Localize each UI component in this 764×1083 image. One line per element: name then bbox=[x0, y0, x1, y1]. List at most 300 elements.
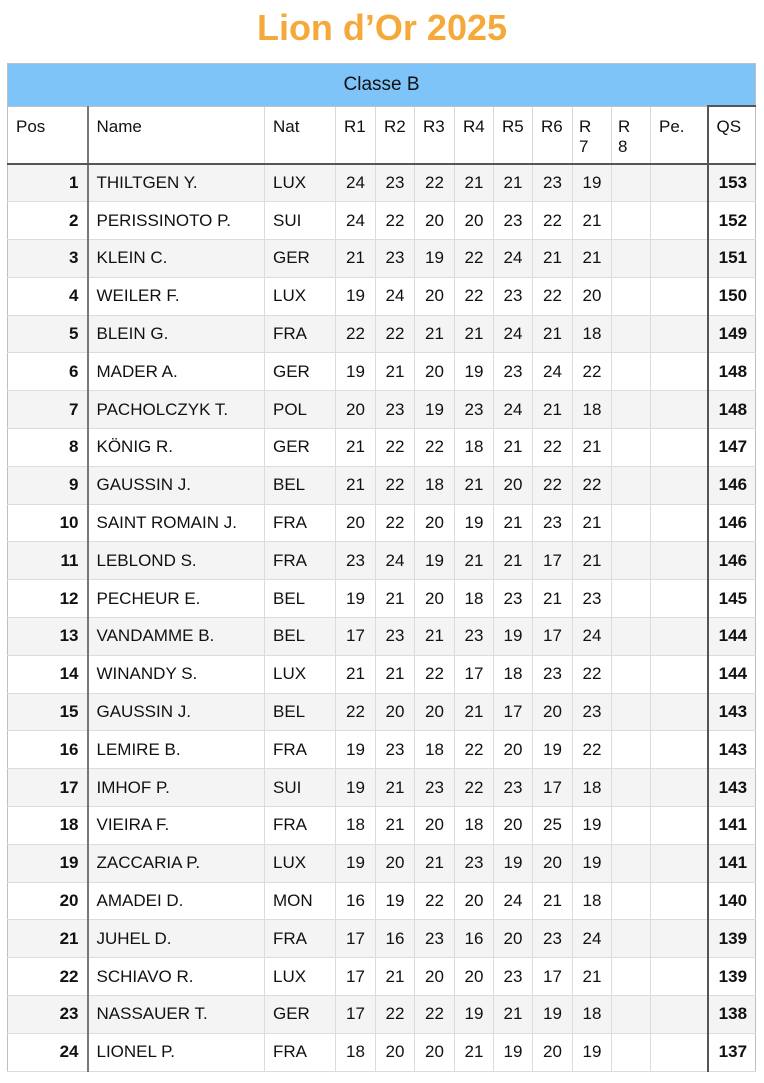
cell-nat: FRA bbox=[265, 807, 336, 845]
cell-r5: 20 bbox=[494, 920, 533, 958]
cell-r7: 18 bbox=[573, 391, 612, 429]
cell-r7: 21 bbox=[573, 958, 612, 996]
cell-r2: 22 bbox=[376, 202, 415, 240]
header-r7-bottom: 7 bbox=[579, 136, 589, 156]
cell-r5: 24 bbox=[494, 315, 533, 353]
cell-r1: 16 bbox=[336, 882, 376, 920]
cell-r3: 22 bbox=[415, 429, 455, 467]
cell-r4: 19 bbox=[455, 996, 494, 1034]
cell-pos: 10 bbox=[8, 504, 88, 542]
cell-r1: 20 bbox=[336, 391, 376, 429]
cell-pos: 6 bbox=[8, 353, 88, 391]
cell-pos: 18 bbox=[8, 807, 88, 845]
cell-r4: 21 bbox=[455, 542, 494, 580]
cell-name: SCHIAVO R. bbox=[88, 958, 265, 996]
cell-pe bbox=[651, 542, 708, 580]
cell-qs: 146 bbox=[708, 466, 756, 504]
cell-r5: 23 bbox=[494, 202, 533, 240]
cell-r8 bbox=[612, 353, 651, 391]
cell-r4: 19 bbox=[455, 353, 494, 391]
header-r8-bottom: 8 bbox=[618, 136, 628, 156]
cell-r2: 22 bbox=[376, 315, 415, 353]
cell-r5: 17 bbox=[494, 693, 533, 731]
header-r1: R1 bbox=[336, 106, 376, 164]
cell-qs: 139 bbox=[708, 920, 756, 958]
cell-pos: 12 bbox=[8, 580, 88, 618]
cell-r4: 21 bbox=[455, 164, 494, 202]
cell-r1: 17 bbox=[336, 618, 376, 656]
cell-name: KLEIN C. bbox=[88, 240, 265, 278]
cell-qs: 144 bbox=[708, 618, 756, 656]
cell-r8 bbox=[612, 920, 651, 958]
cell-r5: 24 bbox=[494, 391, 533, 429]
cell-nat: GER bbox=[265, 429, 336, 467]
cell-nat: BEL bbox=[265, 580, 336, 618]
cell-r1: 22 bbox=[336, 693, 376, 731]
cell-r3: 21 bbox=[415, 315, 455, 353]
cell-r4: 21 bbox=[455, 466, 494, 504]
cell-nat: LUX bbox=[265, 164, 336, 202]
cell-r6: 22 bbox=[533, 277, 573, 315]
cell-r3: 18 bbox=[415, 731, 455, 769]
cell-r3: 23 bbox=[415, 769, 455, 807]
table-row bbox=[8, 542, 756, 580]
table-row bbox=[8, 277, 756, 315]
cell-r7: 18 bbox=[573, 996, 612, 1034]
cell-r4: 22 bbox=[455, 769, 494, 807]
cell-r4: 22 bbox=[455, 240, 494, 278]
cell-r1: 19 bbox=[336, 277, 376, 315]
cell-name: WEILER F. bbox=[88, 277, 265, 315]
cell-pe bbox=[651, 731, 708, 769]
cell-pos: 11 bbox=[8, 542, 88, 580]
cell-r8 bbox=[612, 844, 651, 882]
cell-r8 bbox=[612, 618, 651, 656]
header-name: Name bbox=[88, 106, 265, 164]
cell-qs: 138 bbox=[708, 996, 756, 1034]
cell-r1: 21 bbox=[336, 655, 376, 693]
cell-pe bbox=[651, 353, 708, 391]
cell-qs: 143 bbox=[708, 731, 756, 769]
header-r6: R6 bbox=[533, 106, 573, 164]
cell-r7: 19 bbox=[573, 807, 612, 845]
table-row bbox=[8, 920, 756, 958]
cell-r4: 18 bbox=[455, 580, 494, 618]
cell-pe bbox=[651, 844, 708, 882]
cell-r5: 21 bbox=[494, 164, 533, 202]
cell-qs: 137 bbox=[708, 1033, 756, 1071]
cell-nat: SUI bbox=[265, 769, 336, 807]
cell-r4: 19 bbox=[455, 504, 494, 542]
cell-pe bbox=[651, 920, 708, 958]
cell-qs: 140 bbox=[708, 882, 756, 920]
cell-r6: 23 bbox=[533, 504, 573, 542]
cell-r5: 21 bbox=[494, 504, 533, 542]
cell-r1: 17 bbox=[336, 920, 376, 958]
table-row bbox=[8, 240, 756, 278]
cell-r5: 23 bbox=[494, 353, 533, 391]
cell-r3: 19 bbox=[415, 240, 455, 278]
cell-r3: 20 bbox=[415, 580, 455, 618]
cell-name: WINANDY S. bbox=[88, 655, 265, 693]
cell-nat: GER bbox=[265, 353, 336, 391]
table-row bbox=[8, 618, 756, 656]
cell-r2: 21 bbox=[376, 958, 415, 996]
cell-qs: 148 bbox=[708, 353, 756, 391]
cell-pe bbox=[651, 996, 708, 1034]
cell-r8 bbox=[612, 958, 651, 996]
cell-r4: 21 bbox=[455, 315, 494, 353]
cell-nat: LUX bbox=[265, 958, 336, 996]
cell-r5: 23 bbox=[494, 769, 533, 807]
cell-r7: 24 bbox=[573, 618, 612, 656]
table-row bbox=[8, 844, 756, 882]
cell-pos: 24 bbox=[8, 1033, 88, 1071]
cell-pe bbox=[651, 504, 708, 542]
cell-nat: GER bbox=[265, 996, 336, 1034]
cell-name: PERISSINOTO P. bbox=[88, 202, 265, 240]
table-row bbox=[8, 504, 756, 542]
cell-qs: 141 bbox=[708, 844, 756, 882]
cell-r1: 18 bbox=[336, 1033, 376, 1071]
header-r3: R3 bbox=[415, 106, 455, 164]
cell-name: PACHOLCZYK T. bbox=[88, 391, 265, 429]
cell-pos: 3 bbox=[8, 240, 88, 278]
table-row bbox=[8, 693, 756, 731]
cell-qs: 149 bbox=[708, 315, 756, 353]
header-nat: Nat bbox=[265, 106, 336, 164]
cell-pos: 5 bbox=[8, 315, 88, 353]
cell-r8 bbox=[612, 731, 651, 769]
cell-r5: 21 bbox=[494, 429, 533, 467]
header-r8-top: R bbox=[618, 116, 631, 136]
cell-qs: 150 bbox=[708, 277, 756, 315]
cell-qs: 143 bbox=[708, 693, 756, 731]
cell-r6: 17 bbox=[533, 542, 573, 580]
cell-r8 bbox=[612, 504, 651, 542]
cell-r5: 19 bbox=[494, 1033, 533, 1071]
cell-r1: 19 bbox=[336, 844, 376, 882]
cell-r7: 22 bbox=[573, 731, 612, 769]
cell-pos: 1 bbox=[8, 164, 88, 202]
cell-r2: 23 bbox=[376, 391, 415, 429]
cell-nat: SUI bbox=[265, 202, 336, 240]
cell-nat: GER bbox=[265, 240, 336, 278]
cell-r2: 20 bbox=[376, 693, 415, 731]
cell-r5: 19 bbox=[494, 844, 533, 882]
cell-pos: 4 bbox=[8, 277, 88, 315]
cell-r6: 24 bbox=[533, 353, 573, 391]
cell-r1: 19 bbox=[336, 353, 376, 391]
cell-r4: 21 bbox=[455, 693, 494, 731]
cell-name: SAINT ROMAIN J. bbox=[88, 504, 265, 542]
cell-r4: 18 bbox=[455, 807, 494, 845]
cell-r3: 20 bbox=[415, 353, 455, 391]
cell-pe bbox=[651, 618, 708, 656]
cell-r3: 21 bbox=[415, 618, 455, 656]
cell-pe bbox=[651, 1033, 708, 1071]
table-row bbox=[8, 1033, 756, 1071]
cell-r7: 24 bbox=[573, 920, 612, 958]
cell-r8 bbox=[612, 807, 651, 845]
cell-r6: 21 bbox=[533, 240, 573, 278]
cell-nat: FRA bbox=[265, 542, 336, 580]
cell-pos: 14 bbox=[8, 655, 88, 693]
header-r8 bbox=[612, 106, 651, 164]
cell-r6: 21 bbox=[533, 315, 573, 353]
table-body bbox=[8, 164, 756, 1071]
page-title: Lion d’Or 2025 bbox=[256, 7, 508, 48]
table-row bbox=[8, 315, 756, 353]
cell-r5: 21 bbox=[494, 996, 533, 1034]
cell-r2: 20 bbox=[376, 844, 415, 882]
header-pos: Pos bbox=[8, 106, 88, 164]
cell-r5: 24 bbox=[494, 882, 533, 920]
cell-r1: 17 bbox=[336, 958, 376, 996]
cell-r7: 20 bbox=[573, 277, 612, 315]
cell-r5: 20 bbox=[494, 466, 533, 504]
cell-name: IMHOF P. bbox=[88, 769, 265, 807]
cell-pos: 13 bbox=[8, 618, 88, 656]
cell-r5: 21 bbox=[494, 542, 533, 580]
cell-nat: MON bbox=[265, 882, 336, 920]
cell-qs: 143 bbox=[708, 769, 756, 807]
cell-pe bbox=[651, 315, 708, 353]
cell-r2: 22 bbox=[376, 504, 415, 542]
cell-qs: 151 bbox=[708, 240, 756, 278]
cell-r2: 16 bbox=[376, 920, 415, 958]
cell-nat: LUX bbox=[265, 844, 336, 882]
cell-name: PECHEUR E. bbox=[88, 580, 265, 618]
cell-r7: 19 bbox=[573, 844, 612, 882]
cell-r8 bbox=[612, 240, 651, 278]
table-row bbox=[8, 769, 756, 807]
cell-r5: 20 bbox=[494, 731, 533, 769]
cell-name: KÖNIG R. bbox=[88, 429, 265, 467]
table-row bbox=[8, 882, 756, 920]
cell-nat: LUX bbox=[265, 655, 336, 693]
cell-pe bbox=[651, 391, 708, 429]
cell-pos: 16 bbox=[8, 731, 88, 769]
cell-r3: 22 bbox=[415, 655, 455, 693]
cell-qs: 147 bbox=[708, 429, 756, 467]
cell-r8 bbox=[612, 996, 651, 1034]
cell-r4: 22 bbox=[455, 731, 494, 769]
cell-r1: 17 bbox=[336, 996, 376, 1034]
cell-r3: 20 bbox=[415, 504, 455, 542]
cell-r6: 25 bbox=[533, 807, 573, 845]
cell-r2: 19 bbox=[376, 882, 415, 920]
cell-name: THILTGEN Y. bbox=[88, 164, 265, 202]
cell-r3: 20 bbox=[415, 277, 455, 315]
cell-r2: 23 bbox=[376, 731, 415, 769]
cell-r2: 21 bbox=[376, 353, 415, 391]
cell-nat: POL bbox=[265, 391, 336, 429]
cell-pe bbox=[651, 277, 708, 315]
cell-nat: FRA bbox=[265, 1033, 336, 1071]
cell-nat: BEL bbox=[265, 618, 336, 656]
cell-nat: FRA bbox=[265, 920, 336, 958]
cell-r4: 16 bbox=[455, 920, 494, 958]
cell-name: NASSAUER T. bbox=[88, 996, 265, 1034]
cell-r1: 19 bbox=[336, 580, 376, 618]
cell-r6: 23 bbox=[533, 655, 573, 693]
cell-pe bbox=[651, 466, 708, 504]
cell-r8 bbox=[612, 315, 651, 353]
cell-r2: 23 bbox=[376, 164, 415, 202]
cell-pe bbox=[651, 769, 708, 807]
cell-r3: 20 bbox=[415, 958, 455, 996]
cell-pe bbox=[651, 580, 708, 618]
cell-r4: 20 bbox=[455, 958, 494, 996]
cell-pos: 7 bbox=[8, 391, 88, 429]
cell-qs: 146 bbox=[708, 542, 756, 580]
cell-r3: 18 bbox=[415, 466, 455, 504]
cell-nat: LUX bbox=[265, 277, 336, 315]
cell-pos: 21 bbox=[8, 920, 88, 958]
header-r4: R4 bbox=[455, 106, 494, 164]
cell-pe bbox=[651, 958, 708, 996]
cell-r7: 18 bbox=[573, 315, 612, 353]
cell-r8 bbox=[612, 429, 651, 467]
cell-nat: BEL bbox=[265, 466, 336, 504]
cell-r8 bbox=[612, 391, 651, 429]
cell-r7: 19 bbox=[573, 164, 612, 202]
cell-r5: 23 bbox=[494, 958, 533, 996]
header-r7 bbox=[573, 106, 612, 164]
cell-qs: 148 bbox=[708, 391, 756, 429]
cell-r4: 23 bbox=[455, 618, 494, 656]
cell-name: BLEIN G. bbox=[88, 315, 265, 353]
table-caption: Classe B bbox=[8, 64, 756, 107]
results-table-container bbox=[7, 63, 755, 1072]
cell-pe bbox=[651, 807, 708, 845]
cell-r3: 22 bbox=[415, 164, 455, 202]
cell-qs: 145 bbox=[708, 580, 756, 618]
cell-qs: 144 bbox=[708, 655, 756, 693]
cell-r7: 23 bbox=[573, 693, 612, 731]
cell-r7: 21 bbox=[573, 429, 612, 467]
cell-r2: 24 bbox=[376, 277, 415, 315]
cell-name: MADER A. bbox=[88, 353, 265, 391]
cell-r4: 23 bbox=[455, 391, 494, 429]
table-row bbox=[8, 202, 756, 240]
cell-qs: 146 bbox=[708, 504, 756, 542]
cell-r6: 21 bbox=[533, 391, 573, 429]
cell-r5: 23 bbox=[494, 277, 533, 315]
cell-qs: 153 bbox=[708, 164, 756, 202]
cell-r4: 20 bbox=[455, 202, 494, 240]
cell-r2: 21 bbox=[376, 769, 415, 807]
cell-r8 bbox=[612, 882, 651, 920]
cell-nat: BEL bbox=[265, 693, 336, 731]
table-row bbox=[8, 958, 756, 996]
table-row bbox=[8, 391, 756, 429]
cell-pe bbox=[651, 429, 708, 467]
header-r7-top: R bbox=[579, 116, 592, 136]
cell-r6: 20 bbox=[533, 1033, 573, 1071]
cell-r6: 17 bbox=[533, 958, 573, 996]
cell-pe bbox=[651, 202, 708, 240]
cell-r6: 22 bbox=[533, 429, 573, 467]
cell-r2: 22 bbox=[376, 429, 415, 467]
table-row bbox=[8, 731, 756, 769]
cell-r2: 23 bbox=[376, 240, 415, 278]
cell-r8 bbox=[612, 1033, 651, 1071]
cell-r1: 24 bbox=[336, 202, 376, 240]
cell-name: JUHEL D. bbox=[88, 920, 265, 958]
cell-pe bbox=[651, 240, 708, 278]
cell-r1: 20 bbox=[336, 504, 376, 542]
cell-r1: 18 bbox=[336, 807, 376, 845]
cell-r4: 17 bbox=[455, 655, 494, 693]
cell-r6: 23 bbox=[533, 920, 573, 958]
cell-r1: 21 bbox=[336, 240, 376, 278]
cell-pe bbox=[651, 164, 708, 202]
cell-r1: 22 bbox=[336, 315, 376, 353]
cell-r7: 18 bbox=[573, 882, 612, 920]
cell-r5: 18 bbox=[494, 655, 533, 693]
cell-pos: 15 bbox=[8, 693, 88, 731]
table-header-row bbox=[8, 106, 756, 164]
cell-pos: 20 bbox=[8, 882, 88, 920]
cell-name: ZACCARIA P. bbox=[88, 844, 265, 882]
cell-r3: 22 bbox=[415, 882, 455, 920]
cell-r8 bbox=[612, 655, 651, 693]
cell-name: LEBLOND S. bbox=[88, 542, 265, 580]
table-row bbox=[8, 580, 756, 618]
cell-nat: FRA bbox=[265, 731, 336, 769]
cell-r8 bbox=[612, 769, 651, 807]
cell-name: LIONEL P. bbox=[88, 1033, 265, 1071]
cell-r6: 17 bbox=[533, 618, 573, 656]
table-row bbox=[8, 655, 756, 693]
cell-r1: 23 bbox=[336, 542, 376, 580]
cell-r6: 20 bbox=[533, 844, 573, 882]
cell-name: GAUSSIN J. bbox=[88, 693, 265, 731]
cell-r8 bbox=[612, 693, 651, 731]
cell-qs: 139 bbox=[708, 958, 756, 996]
cell-pos: 8 bbox=[8, 429, 88, 467]
header-r5: R5 bbox=[494, 106, 533, 164]
cell-r7: 22 bbox=[573, 353, 612, 391]
cell-r6: 21 bbox=[533, 882, 573, 920]
cell-r2: 24 bbox=[376, 542, 415, 580]
cell-r6: 23 bbox=[533, 164, 573, 202]
cell-name: AMADEI D. bbox=[88, 882, 265, 920]
cell-r5: 20 bbox=[494, 807, 533, 845]
cell-r2: 20 bbox=[376, 1033, 415, 1071]
cell-r5: 23 bbox=[494, 580, 533, 618]
cell-r4: 18 bbox=[455, 429, 494, 467]
cell-r6: 22 bbox=[533, 202, 573, 240]
cell-pe bbox=[651, 693, 708, 731]
cell-r1: 19 bbox=[336, 731, 376, 769]
cell-r5: 24 bbox=[494, 240, 533, 278]
header-qs: QS bbox=[708, 106, 756, 164]
cell-r8 bbox=[612, 164, 651, 202]
cell-r2: 21 bbox=[376, 655, 415, 693]
cell-r3: 19 bbox=[415, 391, 455, 429]
cell-r8 bbox=[612, 202, 651, 240]
cell-r6: 21 bbox=[533, 580, 573, 618]
table-row bbox=[8, 996, 756, 1034]
cell-r2: 21 bbox=[376, 580, 415, 618]
cell-qs: 152 bbox=[708, 202, 756, 240]
cell-r2: 23 bbox=[376, 618, 415, 656]
cell-nat: FRA bbox=[265, 504, 336, 542]
cell-r4: 21 bbox=[455, 1033, 494, 1071]
